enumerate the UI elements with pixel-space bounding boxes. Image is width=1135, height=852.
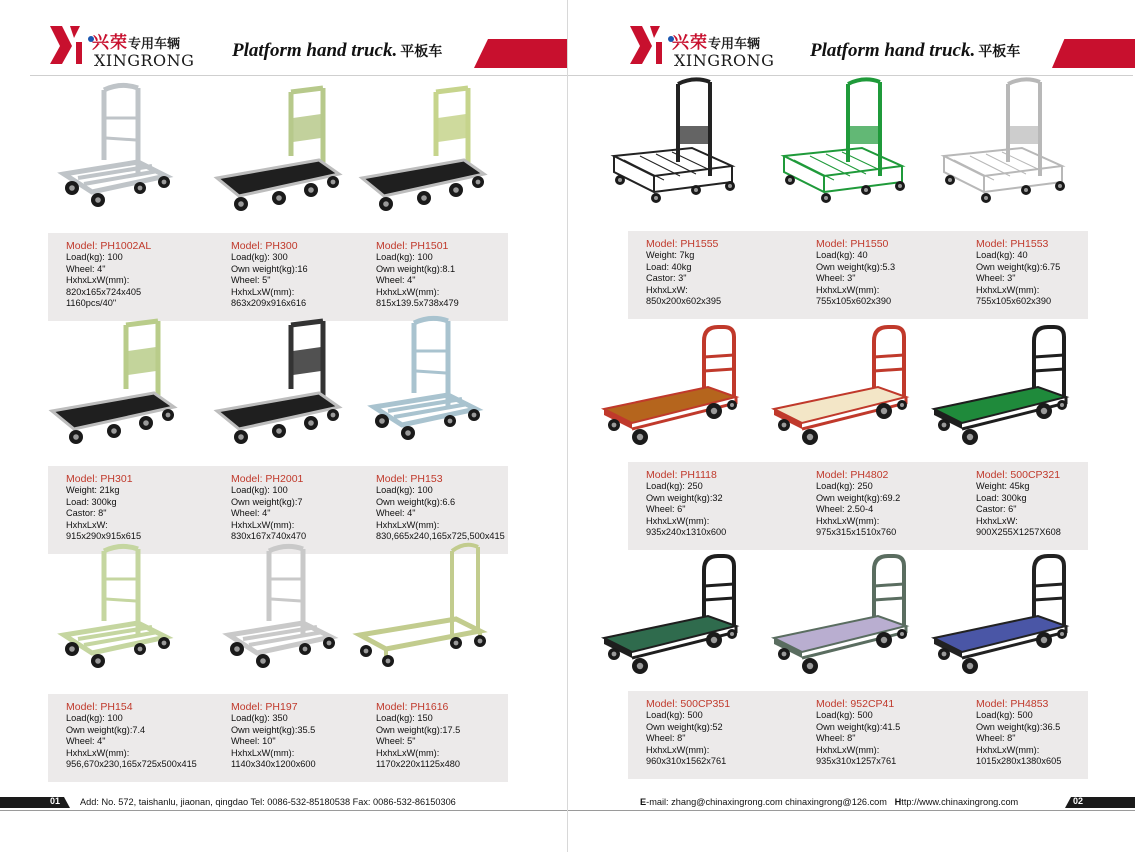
product-spec [66,240,216,310]
folding-trolley-icon [42,539,194,689]
wire-basket-truck-icon [600,76,752,226]
spec-line: 755x105x602x390 [976,296,1052,307]
spec-line: Wheel: 6" [646,504,686,515]
model-number: Model: PH4853 [976,698,1049,710]
model-number: Model: PH300 [231,240,298,252]
spec-line: Wheel: 3" [976,273,1016,284]
spec-line: Load: 300kg [976,492,1027,503]
model-number: Model: PH1616 [376,701,449,713]
product-spec [646,698,796,768]
spec-line: 1160pcs/40" [66,298,117,309]
spec-line: HxhxLxW(mm): [816,284,880,295]
spec-line: Load(kg): 100 [66,252,123,262]
spec-line: HxhxLxW(mm): [976,744,1040,755]
product-row [628,536,1088,767]
product-spec [646,469,796,539]
model-number: Model: PH4802 [816,469,889,481]
wire-basket-truck-icon [770,76,922,226]
product-spec [816,238,966,308]
spec-line: Own weight(kg):8.1 [376,263,456,274]
platform-truck-icon [207,78,359,228]
product-row [48,78,508,309]
spec-line: Load(kg): 250 [646,481,703,491]
footer-contact [640,797,1018,807]
spec-line: HxhxLxW(mm): [231,519,295,530]
spec-line: Wheel: 5" [231,275,271,286]
spec-line: Own weight(kg):35.5 [231,724,316,735]
product-row [48,311,508,542]
frame-truck-icon [352,539,504,689]
spec-panel [628,691,1088,779]
spec-line: Load: 40kg [646,261,692,272]
spec-line: Load(kg): 100 [376,485,433,495]
spec-line: Weight: 45kg [976,481,1030,491]
spec-line: Wheel: 4" [376,508,416,519]
spec-line: Own weight(kg):6.75 [976,261,1061,272]
page-title [810,40,1020,62]
spec-line: Load(kg): 300 [231,252,288,262]
web-label: H [894,797,902,807]
spec-line: Own weight(kg):32 [646,492,723,503]
model-number: Model: PH197 [231,701,298,713]
brand-name-cn: 兴荣 [92,33,128,53]
footer-divider [0,810,567,811]
footer-divider [568,810,1135,811]
spec-line: 1015x280x1380x605 [976,756,1062,767]
spec-line: HxhxLxW: [646,284,688,295]
left-page [0,0,567,852]
brand-logo [628,24,798,74]
title-cn: 平板车 [978,44,1021,60]
spec-line: Wheel: 8" [816,733,856,744]
platform-truck-icon [352,78,504,228]
spec-line: Wheel: 4" [231,508,271,519]
header-divider [30,75,567,76]
spec-line: HxhxLxW(mm): [231,286,295,297]
brand-tagline-cn: 专用车辆 [128,37,181,52]
spec-line: 830,665x240,165x725,500x415 [376,531,505,542]
spec-line: 956,670x230,165x725x500x415 [66,759,197,770]
model-number: Model: PH2001 [231,473,304,485]
page-number: 01 [50,796,61,806]
spec-panel [48,694,508,782]
spec-line: Wheel: 4" [66,263,106,274]
spec-line: 850x200x602x395 [646,296,722,307]
spec-line: Wheel: 8" [976,733,1016,744]
spec-line: HxhxLxW(mm): [376,747,440,758]
spec-line: Own weight(kg):17.5 [376,724,461,735]
spec-line: Own weight(kg):7.4 [66,724,146,735]
xingrong-logo-icon [628,24,670,66]
spec-line: HxhxLxW(mm): [376,286,440,297]
flatbed-truck-icon [600,307,752,457]
spec-line: HxhxLxW(mm): [231,747,295,758]
spec-line: Load(kg): 150 [376,713,433,723]
footer-email: -mail: zhang@chinaxingrong.com chinaxingrong@126.com [646,797,887,807]
spec-line: HxhxLxW(mm): [816,515,880,526]
model-number: Model: PH1553 [976,238,1049,250]
spec-line: Load(kg): 40 [976,250,1028,260]
spec-line: Wheel: 4" [66,736,106,747]
spec-line: 755x105x602x390 [816,296,892,307]
platform-truck-icon [207,311,359,461]
spec-line: Wheel: 8" [646,733,686,744]
model-number: Model: PH1002AL [66,240,152,252]
product-spec [231,473,381,543]
spec-line: Castor: 6" [976,504,1017,515]
spec-line: 815x139.5x738x479 [376,298,459,309]
product-spec [66,701,216,771]
spec-line: Own weight(kg):6.6 [376,496,456,507]
brand-name-en: XINGRONG [94,51,195,70]
spec-line: Load(kg): 500 [646,710,703,720]
product-row [628,307,1088,538]
spec-line: Wheel: 10" [231,736,276,747]
product-spec [976,698,1126,768]
spec-line: Load(kg): 100 [231,485,288,495]
brand-logo [48,24,218,74]
flatbed-truck-icon [930,536,1082,686]
model-number: Model: 500CP321 [976,469,1061,481]
spec-line: Own weight(kg):16 [231,263,308,274]
spec-line: Own weight(kg):69.2 [816,492,901,503]
spec-line: Load(kg): 40 [816,250,868,260]
spec-line: Castor: 8" [66,508,107,519]
spec-line: Load(kg): 500 [976,710,1033,720]
spec-line: Own weight(kg):36.5 [976,721,1061,732]
spec-line: HxhxLxW(mm): [66,747,130,758]
model-number: Model: PH1550 [816,238,889,250]
spec-line: 863x209x916x616 [231,298,307,309]
spec-line: Load(kg): 500 [816,710,873,720]
footer-web: ttp://www.chinaxingrong.com [901,797,1019,807]
spec-line: HxhxLxW(mm): [376,519,440,530]
spec-line: Load(kg): 250 [816,481,873,491]
flatbed-truck-icon [600,536,752,686]
spec-line: Wheel: 3" [816,273,856,284]
email-label: E [640,797,647,807]
spec-panel [628,231,1088,319]
model-number: Model: PH1501 [376,240,449,252]
spec-line: 1140x340x1200x600 [231,759,316,770]
header-red-tab [1052,39,1135,68]
product-row [628,76,1088,307]
spec-line: Own weight(kg):5.3 [816,261,896,272]
spec-line: Wheel: 2.50-4 [816,504,874,515]
brand-name-cn: 兴荣 [672,33,708,53]
page-number: 02 [1073,796,1084,806]
brand-tagline-cn: 专用车辆 [708,37,761,52]
product-row [48,539,508,770]
spec-line: 820x165x724x405 [66,286,142,297]
folding-trolley-icon [42,78,194,228]
model-number: Model: PH1555 [646,238,719,250]
spec-line: 915x290x915x615 [66,531,142,542]
product-spec [376,240,526,310]
title-cn: 平板车 [400,44,443,60]
spec-line: HxhxLxW(mm): [816,744,880,755]
spec-line: Load(kg): 350 [231,713,288,723]
spec-line: 1170x220x1125x480 [376,759,460,770]
title-en: Platform hand truck. [232,40,398,61]
spec-line: Load: 300kg [66,496,117,507]
product-spec [646,238,796,308]
spec-line: 935x240x1310x600 [646,527,727,538]
spec-line: Weight: 21kg [66,485,120,495]
header-red-tab [474,39,568,68]
brand-name-en: XINGRONG [674,51,775,70]
product-spec [816,698,966,768]
spec-line: Weight: 7kg [646,250,695,260]
spec-line: 975x315x1510x760 [816,527,897,538]
product-spec [816,469,966,539]
spec-line: HxhxLxW(mm): [976,284,1040,295]
model-number: Model: PH154 [66,701,133,713]
flatbed-truck-icon [930,307,1082,457]
folding-trolley-icon [352,311,504,461]
spec-line: 960x310x1562x761 [646,756,727,767]
spec-line: 900X255X1257X608 [976,527,1061,538]
flatbed-truck-icon [770,307,922,457]
page-title [232,40,442,62]
product-spec [66,473,216,543]
footer-address: Add: No. 572, taishanlu, jiaonan, qingdao Tel: 0086-532-85180538 Fax: 0086-532-86150306 [80,797,456,807]
platform-truck-icon [42,311,194,461]
model-number: Model: PH1118 [646,469,717,481]
product-spec [231,701,381,771]
spec-line: Own weight(kg):7 [231,496,303,507]
spec-line: HxhxLxW(mm): [646,744,710,755]
model-number: Model: 952CP41 [816,698,895,710]
wire-basket-truck-icon [930,76,1082,226]
title-en: Platform hand truck. [810,40,976,61]
folding-trolley-icon [207,539,359,689]
model-number: Model: 500CP351 [646,698,731,710]
product-spec [231,240,381,310]
spec-line: HxhxLxW(mm): [66,275,130,286]
spec-line: Own weight(kg):52 [646,721,723,732]
product-spec [976,469,1126,539]
xingrong-logo-icon [48,24,90,66]
spec-line: 935x310x1257x761 [816,756,897,767]
flatbed-truck-icon [770,536,922,686]
spec-line: Wheel: 5" [376,736,416,747]
spec-line: HxhxLxW(mm): [646,515,710,526]
spec-line: Castor: 3" [646,273,687,284]
spec-line: Load(kg): 100 [66,713,123,723]
spec-line: 830x167x740x470 [231,531,307,542]
model-number: Model: PH301 [66,473,133,485]
product-spec [376,701,526,771]
product-spec [976,238,1126,308]
spec-line: Load(kg): 100 [376,252,433,262]
spec-line: Wheel: 4" [376,275,416,286]
right-page [568,0,1135,852]
spec-line: HxhxLxW: [976,515,1018,526]
spec-line: HxhxLxW: [66,519,108,530]
product-spec [376,473,526,543]
spec-line: Own weight(kg):41.5 [816,721,901,732]
spec-panel [48,233,508,321]
model-number: Model: PH153 [376,473,443,485]
